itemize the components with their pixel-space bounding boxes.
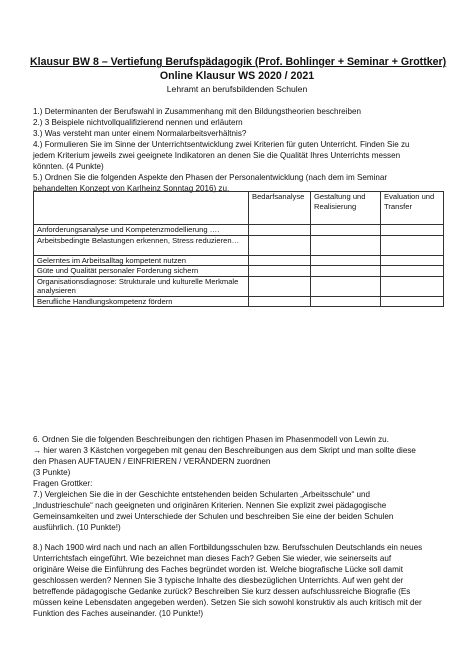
question-6-line: 6. Ordnen Sie die folgenden Beschreibungen den richtigen Phasen im Phasenmodell von Lewin zu.	[33, 435, 389, 444]
table-cell[interactable]	[381, 255, 444, 266]
table-header-cell	[34, 192, 249, 225]
question-3: 3.) Was versteht man unter einem Normalarbeitsverhältnis?	[33, 129, 247, 138]
table-header-cell: Gestaltung und Realisierung	[311, 192, 381, 225]
page-title: Klausur BW 8 – Vertiefung Berufspädagogik (Prof. Bohlinger + Seminar + Grottker)	[30, 56, 447, 68]
table-cell[interactable]	[311, 296, 381, 307]
table-cell[interactable]	[249, 266, 311, 277]
table-cell[interactable]	[249, 276, 311, 296]
table-header-cell: Bedarfsanalyse	[249, 192, 311, 225]
question-4-line: jedem Kriterium jeweils zwei geeignete Indikatoren an denen Sie die Qualität Ihres Unterrichts messen	[33, 151, 401, 160]
question-8-line: betreffende pädagogische Gedanke zurück? Beschreiben Sie kurz dessen aufschlussreiche Biografie (Es	[33, 587, 411, 596]
question-6-line: den Phasen AUFTAUEN / EINFRIEREN / VERÄNDERN zuordnen	[33, 457, 271, 466]
question-1: 1.) Determinanten der Berufswahl in Zusammenhang mit den Bildungstheorien beschreiben	[33, 107, 361, 116]
question-7-line: Gemeinsamkeiten und zwei Unterschiede der Schulen und beschreiben Sie eine der beiden Schulen	[33, 512, 394, 521]
table-cell[interactable]	[381, 235, 444, 255]
table-row	[34, 255, 444, 266]
table-cell[interactable]	[249, 235, 311, 255]
table-header-row	[34, 192, 444, 225]
questions-1-5	[33, 106, 443, 194]
question-2: 2.) 3 Beispiele nichtvollqualifizierend nennen und erläutern	[33, 118, 243, 127]
table-cell[interactable]	[311, 235, 381, 255]
question-7-line: 7.) Vergleichen Sie die in der Geschichte entstehenden beiden Schularten „Arbeitsschule“ und	[33, 490, 371, 499]
table-cell[interactable]	[381, 276, 444, 296]
question-6	[33, 434, 443, 478]
table-row-label: Gelerntes im Arbeitsalltag kompetent nutzen	[34, 255, 249, 266]
question-6-line: (3 Punkte)	[33, 468, 71, 477]
table-cell[interactable]	[311, 276, 381, 296]
table-cell[interactable]	[311, 225, 381, 236]
question-5-line: 5.) Ordnen Sie die folgenden Aspekte den Phasen der Personalentwicklung (nach dem im Seminar	[33, 173, 388, 182]
question-8-line: originäre Weise die Einführung des Faches begründet worden ist. Welche biografische Lücke soll damit	[33, 565, 403, 574]
table-row	[34, 225, 444, 236]
table-cell[interactable]	[249, 255, 311, 266]
section-heading: Fragen Grottker:	[33, 479, 93, 488]
question-7-line: „Industrieschule“ nach geeigneten und originären Kriterien. Nennen Sie explizit zwei pädagogische	[33, 501, 387, 510]
table-cell[interactable]	[381, 296, 444, 307]
question-4-line: 4.) Formulieren Sie im Sinne der Unterrichtsentwicklung zwei Kriterien für guten Unterricht. Finden Sie zu	[33, 140, 410, 149]
table-row-label: Organisationsdiagnose: Strukturale und kulturelle Merkmale analysieren	[34, 276, 249, 296]
question-8-line: müssen keine Lebensdaten angegeben werden). Setzen Sie sich sowohl konstruktiv als auch kritisch mit der	[33, 598, 422, 607]
question-8-line: Funktion des Faches auseinander. (10 Punkte!)	[33, 609, 204, 618]
question-8-line: 8.) Nach 1900 wird nach und nach an allen Fortbildungsschulen bzw. Berufsschulen Deutschlands ein neues	[33, 543, 423, 552]
question-4-line: könnten. (4 Punkte)	[33, 162, 104, 171]
question-8-line: geschlossen werden? Nennen Sie 3 typische Inhalte des diesbezüglichen Unterrichts. Auf wen geht der	[33, 576, 404, 585]
questions-grottker	[33, 478, 443, 533]
page-subtitle: Online Klausur WS 2020 / 2021	[159, 70, 315, 82]
table-cell[interactable]	[249, 296, 311, 307]
table-cell[interactable]	[249, 225, 311, 236]
table-cell[interactable]	[381, 266, 444, 277]
question-8-line: Unterrichtsfach eingeführt. Wie bezeichnet man dieses Fach? Geben Sie wieder, wie seinerseits auf	[33, 554, 392, 563]
table-row-label: Arbeitsbedingte Belastungen erkennen, Stress reduzieren…	[34, 235, 249, 255]
table-cell[interactable]	[311, 266, 381, 277]
question-5-line: behandelten Konzept von Karlheinz Sonntag 2016) zu.	[33, 184, 230, 193]
table-row-label: Anforderungsanalyse und Kompetenzmodellierung ….	[34, 225, 249, 236]
table-cell[interactable]	[311, 255, 381, 266]
table-header-cell: Evaluation und Transfer	[381, 192, 444, 225]
table-row	[34, 296, 444, 307]
phases-table	[33, 191, 444, 307]
question-6-line: → hier waren 3 Kästchen vorgegeben mit genau den Beschreibungen aus dem Skript und man sollte diese	[33, 446, 416, 455]
table-cell[interactable]	[381, 225, 444, 236]
table-row-label: Güte und Qualität personaler Forderung sichern	[34, 266, 249, 277]
question-8	[33, 542, 443, 619]
table-row	[34, 266, 444, 277]
page-subline: Lehramt an berufsbildenden Schulen	[166, 84, 308, 94]
question-7-line: ausführlich. (10 Punkte!)	[33, 523, 121, 532]
table-row-label: Berufliche Handlungskompetenz fördern	[34, 296, 249, 307]
table-row	[34, 276, 444, 296]
table-row	[34, 235, 444, 255]
